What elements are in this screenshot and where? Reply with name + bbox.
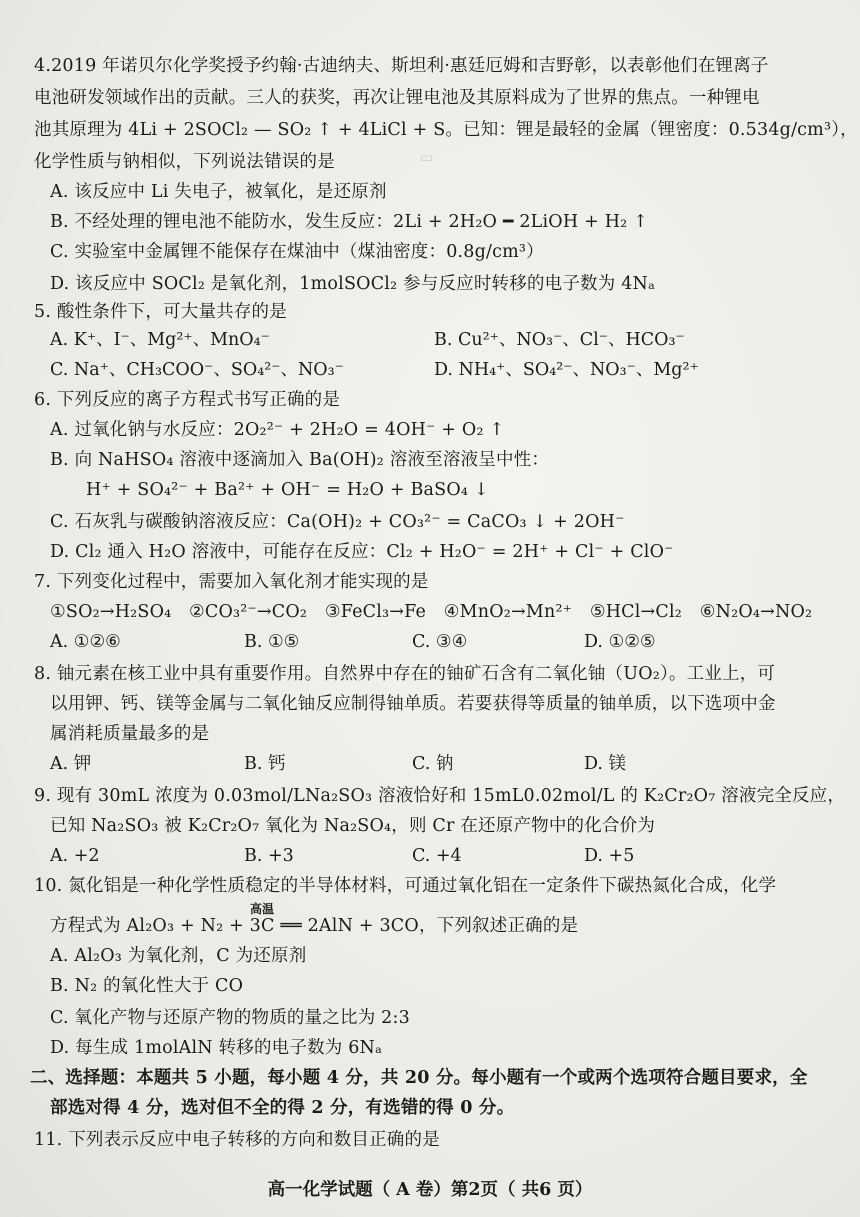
q6-option-c: C. 石灰乳与碳酸钠溶液反应：Ca(OH)₂ + CO₃²⁻ = CaCO₃ ↓ + 2OH⁻ bbox=[50, 512, 625, 532]
q6-option-b: B. 向 NaHSO₄ 溶液中逐滴加入 Ba(OH)₂ 溶液至溶液呈中性： bbox=[50, 450, 550, 470]
q8-option-d: D. 镁 bbox=[584, 754, 627, 774]
q4-option-b: B. 不经处理的锂电池不能防水，发生反应：2Li + 2H₂O ━ 2LiOH + H₂ ↑ bbox=[50, 212, 648, 232]
q7-option-d: D. ①②⑤ bbox=[584, 632, 656, 652]
q8-option-a: A. 钾 bbox=[50, 754, 92, 774]
bleed-through-mark: ▭ bbox=[420, 150, 434, 166]
q7-option-b: B. ①⑤ bbox=[244, 632, 300, 652]
q6-option-a: A. 过氧化钠与水反应：2O₂²⁻ + 2H₂O = 4OH⁻ + O₂ ↑ bbox=[50, 420, 505, 440]
q4-option-d: D. 该反应中 SOCl₂ 是氧化剂，1molSOCl₂ 参与反应时转移的电子数为 4Nₐ bbox=[50, 274, 656, 294]
q7-stem: 7. 下列变化过程中，需要加入氧化剂才能实现的是 bbox=[34, 572, 429, 592]
q5-option-a: A. K⁺、I⁻、Mg²⁺、MnO₄⁻ bbox=[50, 330, 270, 350]
q7-option-a: A. ①②⑥ bbox=[50, 632, 121, 652]
q5-stem: 5. 酸性条件下，可大量共存的是 bbox=[34, 302, 287, 322]
q10-stem-line-1: 10. 氮化铝是一种化学性质稳定的半导体材料，可通过氧化铝在一定条件下碳热氮化合成，化学 bbox=[34, 876, 777, 896]
q8-stem-line-3: 属消耗质量最多的是 bbox=[50, 724, 210, 744]
section-2-heading-line-1: 二、选择题：本题共 5 小题，每小题 4 分，共 20 分。每小题有一个或两个选项符合题目要求，全 bbox=[30, 1068, 808, 1088]
q5-option-c: C. Na⁺、CH₃COO⁻、SO₄²⁻、NO₃⁻ bbox=[50, 360, 344, 380]
page-footer: 高一化学试题（ A 卷）第2页（ 共6 页） bbox=[267, 1180, 593, 1200]
q7-items: ①SO₂→H₂SO₄ ②CO₃²⁻→CO₂ ③FeCl₃→Fe ④MnO₂→Mn²⁺ ⑤HCl→Cl₂ ⑥N₂O₄→NO₂ bbox=[50, 602, 813, 622]
q8-option-c: C. 钠 bbox=[412, 754, 454, 774]
q10-option-a: A. Al₂O₃ 为氧化剂，C 为还原剂 bbox=[50, 946, 307, 966]
q9-option-b: B. +3 bbox=[244, 846, 294, 866]
q10-stem-line-2: 方程式为 Al₂O₃ + N₂ + 3C ══ 2AlN + 3CO，下列叙述正确的是 bbox=[50, 916, 579, 936]
q5-option-b: B. Cu²⁺、NO₃⁻、Cl⁻、HCO₃⁻ bbox=[434, 330, 685, 350]
q10-option-d: D. 每生成 1molAlN 转移的电子数为 6Nₐ bbox=[50, 1038, 383, 1058]
q8-stem-line-1: 8. 铀元素在核工业中具有重要作用。自然界中存在的铀矿石含有二氧化铀（UO₂）。工业上，可 bbox=[34, 664, 776, 684]
q6-option-b-equation: H⁺ + SO₄²⁻ + Ba²⁺ + OH⁻ = H₂O + BaSO₄ ↓ bbox=[86, 480, 489, 500]
q9-stem-line-1: 9. 现有 30mL 浓度为 0.03mol/LNa₂SO₃ 溶液恰好和 15mL0.02mol/L 的 K₂Cr₂O₇ 溶液完全反应， bbox=[34, 786, 846, 806]
q4-stem-line-1: 4.2019 年诺贝尔化学奖授予约翰·古迪纳夫、斯坦利·惠廷厄姆和吉野彰，以表彰他们在锂离子 bbox=[34, 56, 769, 76]
q7-option-c: C. ③④ bbox=[412, 632, 468, 652]
q9-option-d: D. +5 bbox=[584, 846, 635, 866]
q8-stem-line-2: 以用钾、钙、镁等金属与二氧化铀反应制得铀单质。若要获得等质量的铀单质，以下选项中金 bbox=[50, 694, 776, 714]
q9-option-a: A. +2 bbox=[50, 846, 100, 866]
q9-option-c: C. +4 bbox=[412, 846, 462, 866]
q10-option-b: B. N₂ 的氧化性大于 CO bbox=[50, 976, 244, 996]
q5-option-d: D. NH₄⁺、SO₄²⁻、NO₃⁻、Mg²⁺ bbox=[434, 360, 699, 380]
q8-option-b: B. 钙 bbox=[244, 754, 286, 774]
q10-reaction-condition: 高温 bbox=[250, 902, 275, 916]
q11-stem: 11. 下列表示反应中电子转移的方向和数目正确的是 bbox=[34, 1130, 440, 1150]
q4-stem-line-4: 化学性质与钠相似，下列说法错误的是 bbox=[34, 152, 335, 172]
q4-stem-line-2: 电池研发领域作出的贡献。三人的获奖，再次让锂电池及其原料成为了世界的焦点。一种锂电 bbox=[34, 88, 760, 108]
q4-option-c: C. 实验室中金属锂不能保存在煤油中（煤油密度：0.8g/cm³） bbox=[50, 242, 544, 262]
q4-stem-line-3: 池其原理为 4Li + 2SOCl₂ — SO₂ ↑ + 4LiCl + S。已知：锂是最轻的金属（锂密度：0.534g/cm³）， bbox=[34, 120, 858, 140]
q6-option-d: D. Cl₂ 通入 H₂O 溶液中，可能存在反应：Cl₂ + H₂O⁻ = 2H⁺ + Cl⁻ + ClO⁻ bbox=[50, 542, 674, 562]
q4-option-a: A. 该反应中 Li 失电子，被氧化，是还原剂 bbox=[50, 182, 387, 202]
q10-option-c: C. 氧化产物与还原产物的物质的量之比为 2:3 bbox=[50, 1008, 410, 1028]
section-2-heading-line-2: 部选对得 4 分，选对但不全的得 2 分，有选错的得 0 分。 bbox=[50, 1098, 515, 1118]
q6-stem: 6. 下列反应的离子方程式书写正确的是 bbox=[34, 390, 341, 410]
q9-stem-line-2: 已知 Na₂SO₃ 被 K₂Cr₂O₇ 氧化为 Na₂SO₄，则 Cr 在还原产物中的化合价为 bbox=[50, 816, 656, 836]
